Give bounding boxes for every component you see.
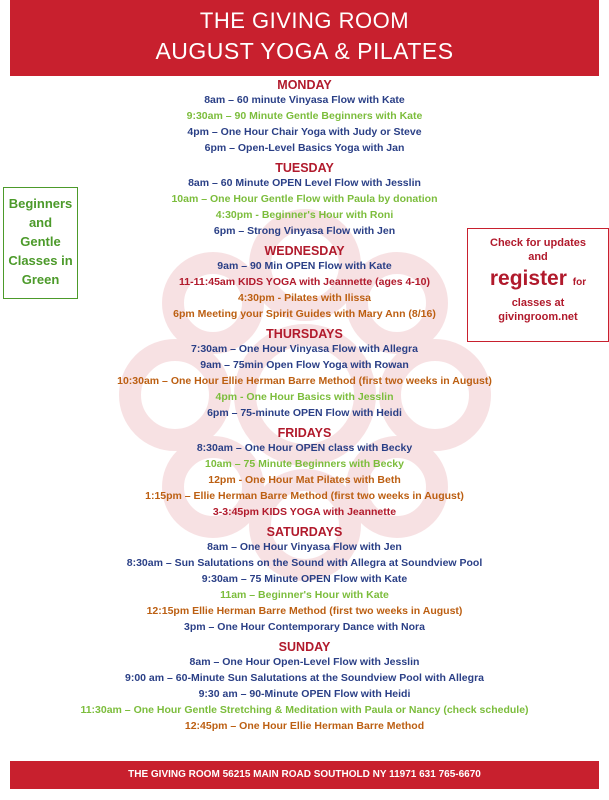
class-entry: 11-11:45am KIDS YOGA with Jeannette (ages 4-10)	[179, 276, 430, 288]
class-entry: 10:30am – One Hour Ellie Herman Barre Method (first two weeks in August)	[117, 375, 492, 387]
class-entry: 8am – 60 Minute OPEN Level Flow with Jesslin	[188, 177, 421, 189]
register-callout	[467, 228, 609, 342]
class-entry: 9am – 90 Min OPEN Flow with Kate	[217, 260, 392, 272]
footer-address: THE GIVING ROOM 56215 MAIN ROAD SOUTHOLD NY 11971 631 765-6670	[10, 761, 599, 789]
class-entry: 8am – One Hour Vinyasa Flow with Jen	[207, 541, 402, 553]
class-entry: 1:15pm – Ellie Herman Barre Method (first two weeks in August)	[145, 490, 464, 502]
register-link[interactable]: register for	[489, 267, 587, 290]
beginners-note	[3, 187, 78, 299]
note-line: Classes in	[8, 253, 73, 268]
note-line: Beginners	[8, 196, 73, 211]
day-heading: MONDAY	[277, 78, 332, 92]
day-heading: SATURDAYS	[266, 525, 343, 539]
class-entry: 7:30am – One Hour Vinyasa Flow with Allegra	[191, 343, 418, 355]
class-entry: 4:30pm - Beginner's Hour with Roni	[215, 209, 394, 221]
class-entry: 4pm – One Hour Chair Yoga with Judy or Steve	[187, 126, 422, 138]
note-line: Gentle	[20, 234, 61, 249]
callout-line: and	[528, 251, 548, 263]
class-entry: 12:15pm Ellie Herman Barre Method (first two weeks in August)	[146, 605, 463, 617]
class-entry: 6pm – Open-Level Basics Yoga with Jan	[204, 142, 405, 154]
callout-line: Check for updates	[490, 237, 586, 249]
class-entry: 3-3:45pm KIDS YOGA with Jeannette	[212, 506, 397, 518]
note-line: Green	[21, 272, 60, 287]
day-heading: THURSDAYS	[266, 327, 343, 341]
day-heading: WEDNESDAY	[264, 244, 345, 258]
studio-name: THE GIVING ROOM	[199, 8, 410, 33]
note-line: and	[28, 215, 53, 230]
class-entry: 4pm - One Hour Basics with Jesslin	[215, 391, 394, 403]
class-entry: 3pm – One Hour Contemporary Dance with Nora	[184, 621, 425, 633]
day-heading: FRIDAYS	[277, 426, 332, 440]
website-link[interactable]: givingroom.net	[498, 311, 578, 323]
class-entry: 9:30 am – 90-Minute OPEN Flow with Heidi	[198, 688, 411, 700]
class-entry: 8:30am – One Hour OPEN class with Becky	[196, 442, 413, 454]
class-entry: 11:30am – One Hour Gentle Stretching & Meditation with Paula or Nancy (check schedule)	[80, 704, 529, 716]
class-entry: 10am – One Hour Gentle Flow with Paula by donation	[171, 193, 438, 205]
class-entry: 6pm – 75-minute OPEN Flow with Heidi	[207, 407, 402, 419]
class-entry: 9:00 am – 60-Minute Sun Salutations at the Soundview Pool with Allegra	[124, 672, 484, 684]
class-entry: 4:30pm - Pilates with Ilissa	[237, 292, 372, 304]
class-entry: 8am – 60 minute Vinyasa Flow with Kate	[204, 94, 405, 106]
class-entry: 8am – One Hour Open-Level Flow with Jesslin	[189, 656, 420, 668]
class-entry: 9:30am – 90 Minute Gentle Beginners with Kate	[186, 110, 423, 122]
class-entry: 6pm – Strong Vinyasa Flow with Jen	[213, 225, 396, 237]
page-title: AUGUST YOGA & PILATES	[155, 38, 454, 64]
class-entry: 10am – 75 Minute Beginners with Becky	[205, 458, 404, 470]
class-entry: 8:30am – Sun Salutations on the Sound with Allegra at Soundview Pool	[126, 557, 483, 569]
header-banner	[10, 0, 599, 76]
class-entry: 9:30am – 75 Minute OPEN Flow with Kate	[201, 573, 408, 585]
callout-line: classes at	[511, 297, 565, 309]
class-entry: 11am – Beginner's Hour with Kate	[220, 589, 389, 601]
schedule	[0, 78, 609, 734]
class-entry: 9am – 75min Open Flow Yoga with Rowan	[200, 359, 409, 371]
day-heading: TUESDAY	[275, 161, 334, 175]
class-entry: 12:45pm – One Hour Ellie Herman Barre Method	[184, 720, 425, 732]
class-entry: 12pm - One Hour Mat Pilates with Beth	[208, 474, 401, 486]
class-entry: 6pm Meeting your Spirit Guides with Mary Ann (8/16)	[173, 308, 436, 320]
day-heading: SUNDAY	[278, 640, 331, 654]
